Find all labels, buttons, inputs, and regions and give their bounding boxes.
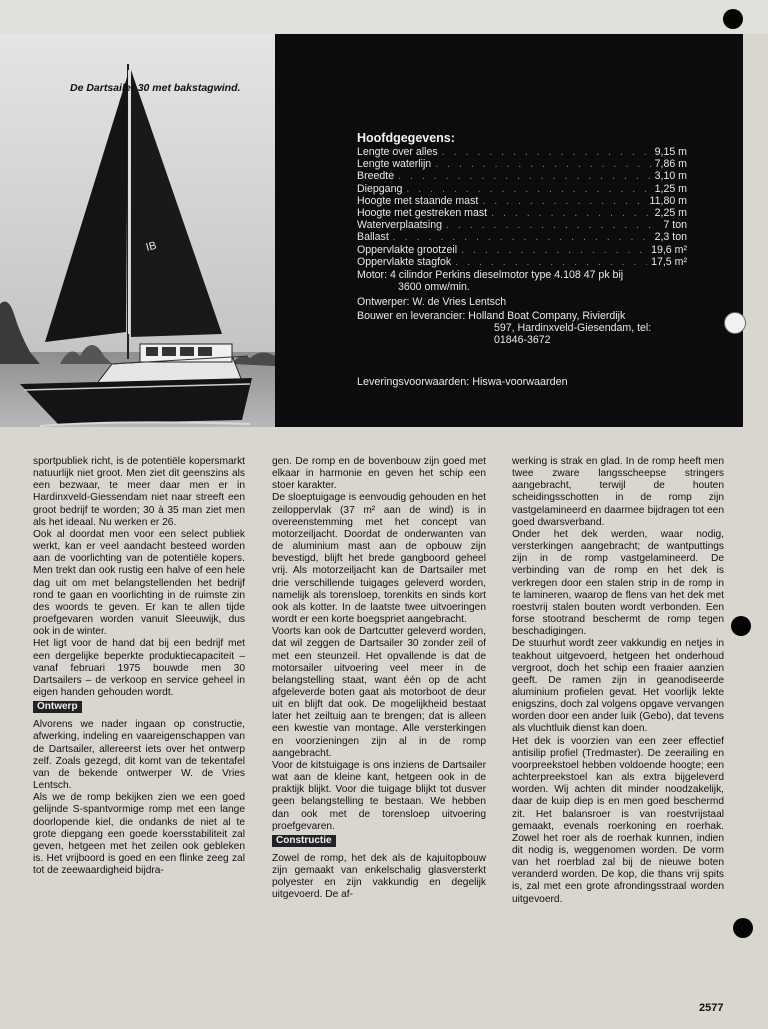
spec-row: Oppervlakte grootzeil . . . 19,6 m²: [357, 244, 687, 256]
section-heading: Constructie: [272, 835, 336, 847]
paragraph: Onder het dek werden, waar nodig, versterkingen aangebracht; de wantputtings zijn in de romp vastgelamineerd. De verbinding van de romp en het dek is verkregen door een stalen strip in de romp in te lamineren, waarop de flens van het dek met roestvrij stalen bouten wordt verbonden. Een forse stootrand beschermt de romp tegen beschadigingen.: [512, 528, 724, 638]
text-column-2: [272, 456, 486, 902]
spec-row: Breedte . . . 3,10 m: [357, 170, 687, 182]
spec-row: Ballast . . . 2,3 ton: [357, 231, 687, 243]
spec-row: Hoogte met staande mast . . . 11,80 m: [357, 195, 687, 207]
specs-list: [357, 146, 687, 346]
section-heading: Ontwerp: [33, 701, 82, 713]
paragraph: gen. De romp en de bovenbouw zijn goed met elkaar in harmonie en geven het schip een stoer karakter.: [272, 456, 486, 492]
binder-hole: [731, 616, 751, 636]
boat-photo: [0, 34, 275, 427]
paragraph: Alvorens we nader ingaan op constructie, afwerking, indeling en vaareigenschappen van de Dartsailer, allereerst iets over het ontwerp zelf. Zoals gezegd, dit komt van de tekentafel van de bekende ontwerper W. de Vries Lentsch.: [33, 719, 245, 792]
paragraph: Het dek is voorzien van een zeer effectief antisilip profiel (Tredmaster). De zeerailing en voorpreekstoel hebben voldoende hoogte; een achterpreekstoel kan als extra bijgeleverd worden. Wij achten dit minder noodzakelijk, daar de kuip diep is en men goed beschermd zit. Het balansroer is van roestvrijstaal gemaakt, evenals roerkoning en roerhak. Zowel het roer als de roerhak kunnen, indien dit nodig is, weggenomen worden. De vorm van het roerblad zal bij de nieuwe boten veranderd worden. De kop, die thans vrij spits is, zal met een grote afrondingsstraal worden uitgevoerd.: [512, 735, 724, 905]
paragraph: Ook al doordat men voor een select publiek werkt, kan er veel aandacht besteed worden aan de voorlichting van de potentiële kopers. Men trekt dan ook rustig een halve of een hele dag uit om met belangstellenden het bedrijf rond te gaan en voorlichting in de ruimste zin des woords te geven. Er kan te allen tijde proefgevaren worden vanuit Sleeuwijk, dus ook in de winter.: [33, 528, 245, 638]
spec-designer: Ontwerper: W. de Vries Lentsch: [357, 296, 507, 309]
spec-row: Waterverplaatsing . . . 7 ton: [357, 219, 687, 231]
spec-row: Lengte over alles . . . 9,15 m: [357, 146, 687, 158]
text-column-3: [512, 456, 724, 906]
specs-title: Hoofdgegevens:: [357, 131, 455, 145]
paragraph: Zowel de romp, het dek als de kajuitopbouw zijn gemaakt van enkelschalig glasversterkt polyester en zijn vakkundig en degelijk uitgevoerd. De af-: [272, 853, 486, 901]
page-number: 2577: [699, 1002, 724, 1014]
paragraph: Voor de kitstuigage is ons inziens de Dartsailer wat aan de kleine kant, hetgeen ook in de praktijk blijkt. Voor die tuigage blijkt tot dusver geen belangstelling te bestaan. We hebben dan ook met de torensloep uitvoering proefgevaren.: [272, 759, 486, 832]
spec-row: Diepgang . . . 1,25 m: [357, 183, 687, 195]
binder-hole: [724, 312, 746, 334]
paragraph: Voorts kan ook de Dartcutter geleverd worden, dat wil zeggen de Dartsailer 30 zonder zeil of met een steunzeil. Het opvallende is dat de motorsailer uitvoering veel meer in de belangstelling staat, want één op de acht afgeleverde boten gaat als motorboot de deur uit en blijft dat ook. De mogelijkheid bestaat later het zeiltuig aan te brengen; dat is alleen een kwestie van montage. Alle versterkingen en voorzieningen zijn al in de romp aangebracht.: [272, 626, 486, 759]
sail-number: IB: [144, 239, 158, 254]
text-column-1: [33, 456, 245, 877]
specifications-panel: [275, 34, 743, 427]
paragraph: Het ligt voor de hand dat bij een bedrijf met een dergelijke beperkte produktiecapaciteit – vanaf februari 1975 bouwde men 30 Dartsailers – de verkoop en service geheel in eigen handen gehouden wordt.: [33, 638, 245, 698]
paragraph: De stuurhut wordt zeer vakkundig en netjes in teakhout uitgevoerd, hetgeen het onderhoud vergroot, doch het schip een fraaier aanzien geeft. De ramen zijn in geanodiseerde aluminium profielen gevat. Het voorlijk lekte enigszins, doch zal volgens opgave vervangen worden door een ander luik (Gebo), dat tevens als vluchtluik dienst kan doen.: [512, 638, 724, 735]
paragraph: werking is strak en glad. In de romp heeft men twee zware langsscheepse stringers aangebracht, terwijl de houten scheidingsschotten in de romp zijn vastgelamineerd en daarmee bijdragen tot een goed dwarsverband.: [512, 456, 724, 528]
spec-delivery-terms: Leveringsvoorwaarden: Hiswa-voorwaarden: [357, 376, 568, 388]
photo-caption: De Dartsailer 30 met bakstagwind.: [70, 82, 241, 94]
paragraph: sportpubliek richt, is de potentiële kopersmarkt natuurlijk niet groot. Men ziet dit geenszins als een bezwaar, te meer daar men er in Hardinxveld-Giessendam niet naar streeft een groot bedrijf te worden; 30 à 35 man ziet men als het ideaal. Nu werken er 26.: [33, 456, 245, 528]
spec-row: Oppervlakte stagfok . . . 17,5 m²: [357, 256, 687, 268]
spec-row: Hoogte met gestreken mast . . . 2,25 m: [357, 207, 687, 219]
page-top-margin: [0, 0, 768, 34]
binder-hole: [733, 918, 753, 938]
spec-row: Lengte waterlijn . . . 7,86 m: [357, 158, 687, 170]
binder-hole: [723, 9, 743, 29]
spec-motor: Motor: 4 cilindor Perkins dieselmotor type 4.108 47 pk bij 3600 omw/min.: [357, 269, 624, 294]
paragraph: De sloeptuigage is eenvoudig gehouden en het zeiloppervlak (37 m² aan de wind) is in overeenstemming met het concept van motorzeiljacht. Doordat de onderwanten van de aluminium mast aan de opbouw zijn bevestigd, blijft het brede gangboord geheel vrij. Als motorzeiljacht kan de Dartsailer met drie verschillende tuigages geleverd worden, namelijk als torensloep, torenkits en sinds kort ook als kotter. In de laatste twee uitvoeringen wordt er een korte boegspriet aangebracht.: [272, 492, 486, 626]
spec-builder: Bouwer en leverancier: Holland Boat Company, Rivierdijk 597, Hardinxveld-Giesendam, tel: 01846-3672: [357, 309, 652, 347]
paragraph: Als we de romp bekijken zien we een goed gelijnde S-spantvormige romp met een lange doorlopende kiel, die ondanks de niet al te grote diepgang een goede koersstabiliteit zal geven, hetgeen met het zeilen ook gebleken is. Het vrijboord is goed en een flinke zeeg zal tot de zeewaardigheid bijdra-: [33, 792, 245, 877]
